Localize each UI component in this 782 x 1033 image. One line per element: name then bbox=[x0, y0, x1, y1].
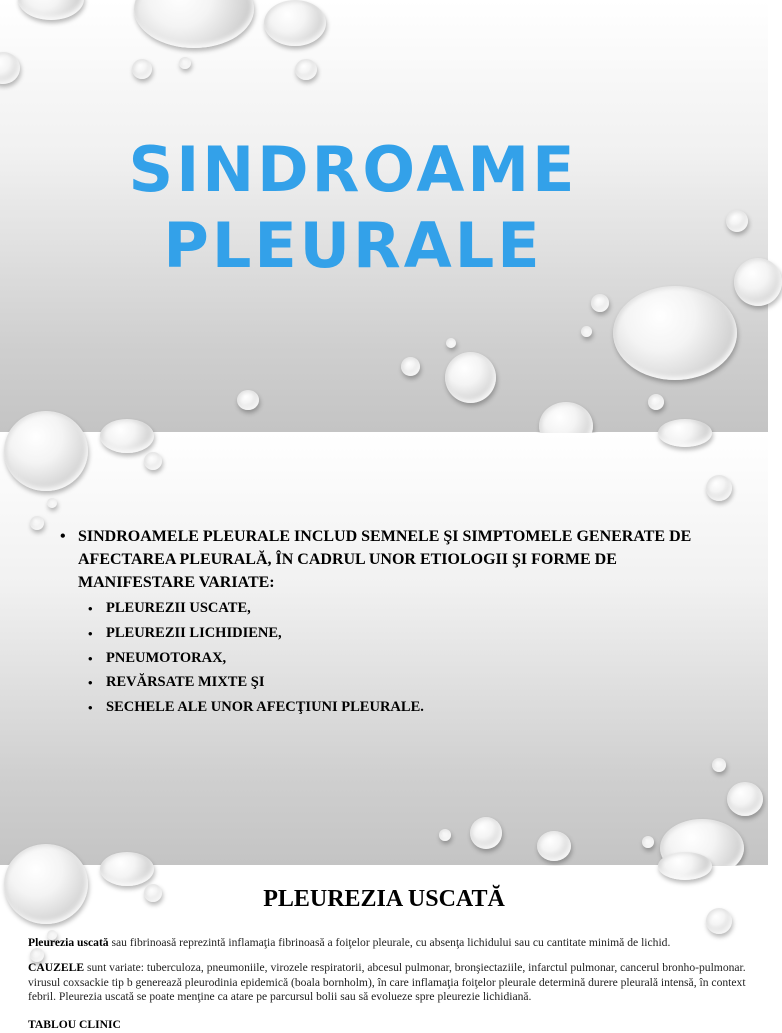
water-drop bbox=[658, 852, 712, 880]
water-drop bbox=[642, 836, 654, 848]
water-drop bbox=[648, 394, 664, 410]
clinical-picture-heading: TABLOU CLINIC bbox=[28, 1018, 121, 1031]
causes-paragraph bbox=[28, 961, 766, 1005]
list-item-text: PLEUREZII LICHIDIENE, bbox=[106, 624, 282, 641]
bullet-icon: • bbox=[88, 601, 93, 616]
water-drop bbox=[30, 516, 44, 530]
water-drop bbox=[4, 411, 88, 491]
water-drop bbox=[706, 475, 732, 501]
definition-term: Pleurezia uscată bbox=[28, 936, 109, 949]
water-drop bbox=[134, 0, 254, 48]
list-item-text: PNEUMOTORAX, bbox=[106, 649, 227, 666]
bullet-icon: • bbox=[88, 700, 93, 716]
slide-dry-pleurisy bbox=[0, 866, 768, 1031]
water-drop bbox=[445, 352, 496, 403]
water-drop bbox=[591, 294, 609, 312]
definition-paragraph bbox=[28, 936, 766, 951]
causes-term: CAUZELE bbox=[28, 961, 85, 974]
water-drop bbox=[470, 817, 502, 849]
intro-bullet bbox=[60, 525, 720, 594]
list-item bbox=[88, 650, 720, 667]
list-item-text: REVĂRSATE MIXTE ŞI bbox=[106, 674, 265, 691]
slide-syndromes-list bbox=[0, 433, 768, 865]
bullet-icon: • bbox=[88, 650, 93, 666]
list-item bbox=[88, 699, 720, 716]
bullet-icon: • bbox=[60, 528, 66, 545]
water-drop bbox=[439, 829, 451, 841]
water-drop bbox=[446, 338, 456, 348]
title-line-1: SINDROAME bbox=[128, 133, 578, 206]
water-drop bbox=[179, 57, 191, 69]
list-item bbox=[88, 600, 720, 617]
water-drop bbox=[712, 758, 726, 772]
water-drop bbox=[132, 59, 152, 79]
water-drop bbox=[264, 0, 326, 46]
water-drop bbox=[100, 852, 154, 886]
list-item bbox=[88, 674, 720, 691]
water-drop bbox=[295, 59, 317, 80]
water-drop bbox=[47, 498, 57, 508]
title-line-2: PLEURALE bbox=[163, 209, 543, 282]
water-drop bbox=[726, 210, 748, 232]
water-drop bbox=[658, 419, 712, 447]
water-drop bbox=[734, 258, 782, 306]
bullet-icon: • bbox=[88, 625, 93, 641]
slide-title bbox=[0, 0, 768, 432]
water-drop bbox=[537, 831, 571, 861]
water-drop bbox=[581, 326, 592, 337]
water-drop bbox=[727, 782, 763, 816]
syndromes-sub-list bbox=[60, 600, 720, 716]
water-drop bbox=[613, 286, 737, 380]
syndromes-bullet-list bbox=[60, 525, 720, 724]
list-item-text: SECHELE ALE UNOR AFECŢIUNI PLEURALE. bbox=[106, 699, 424, 716]
water-drop bbox=[401, 357, 420, 376]
water-drop bbox=[100, 419, 154, 453]
list-item bbox=[88, 625, 720, 642]
slide-title-heading bbox=[0, 132, 706, 284]
list-item-text: PLEUREZII USCATE, bbox=[106, 600, 251, 616]
intro-text: SINDROAMELE PLEURALE INCLUD SEMNELE ŞI SIMPTOMELE GENERATE DE AFECTAREA PLEURALĂ, ÎN CADRUL UNOR ETIOLOGII ŞI FORME DE MANIFESTARE VARIATE: bbox=[78, 528, 692, 591]
section-title: PLEUREZIA USCATĂ bbox=[263, 886, 505, 912]
bullet-icon: • bbox=[88, 675, 93, 691]
water-drop bbox=[237, 390, 259, 410]
definition-text: sau fibrinoasă reprezintă inflamaţia fibrinoasă a foiţelor pleurale, cu absenţa lichidului sau cu cantitate minimă de lichid. bbox=[108, 936, 671, 949]
water-drop bbox=[144, 452, 162, 470]
causes-text: sunt variate: tuberculoza, pneumoniile, virozele respiratorii, abcesul pulmonar, bronşiectaziile, infarctul pulmonar, cancerul bronho-pulmonar. virusul coxsackie tip b generează pleurodinia epidemică (boala bornholm), în care inflamaţia foiţelor pleurale determină durere pleurală intensă, în context febril. Pleurezia uscată se poate menţine ca atare pe parcursul bolii sau să evolueze spre pleurezie lichidiană. bbox=[28, 961, 746, 1004]
water-drop bbox=[0, 52, 20, 84]
water-drop bbox=[18, 0, 84, 20]
